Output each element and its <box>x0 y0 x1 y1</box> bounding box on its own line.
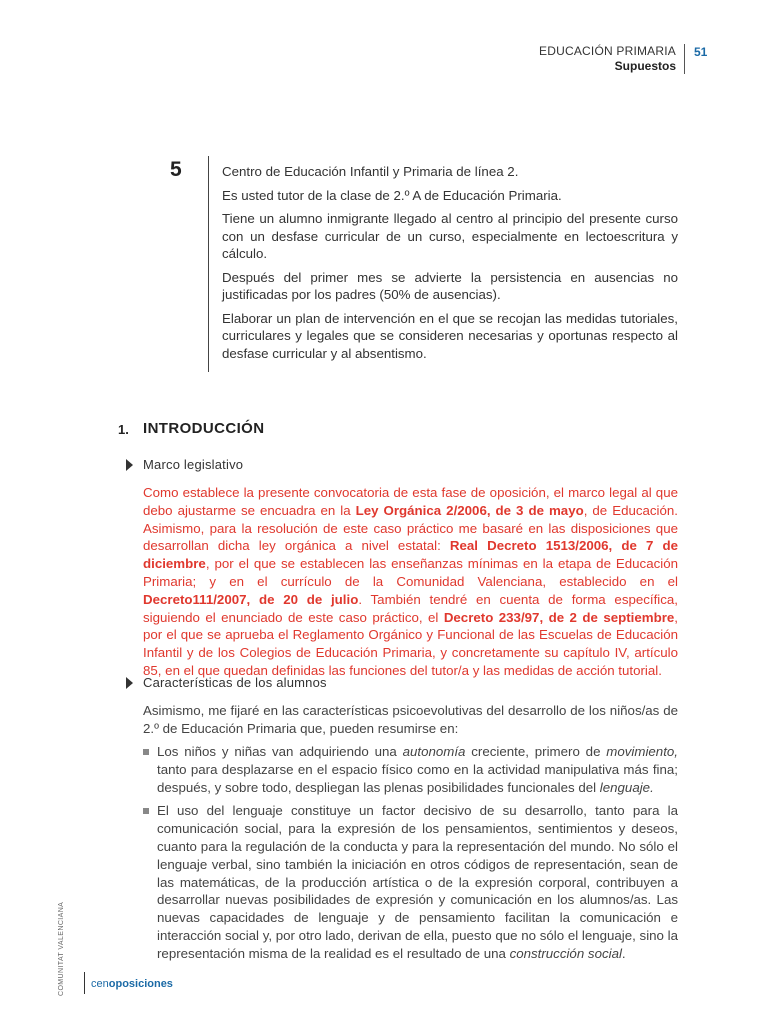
characteristics-list <box>143 743 678 969</box>
case-divider <box>208 156 209 372</box>
subsection-heading-caracteristicas <box>126 675 327 690</box>
square-bullet-icon <box>143 808 149 814</box>
subsection-title: Características de los alumnos <box>143 675 327 690</box>
legal-framework-paragraph <box>143 484 678 680</box>
italic-term: construcción social <box>509 945 622 961</box>
case-number: 5 <box>170 158 182 181</box>
case-paragraph: Elaborar un plan de intervención en el que se recojan las medidas tutoriales, curriculares y legales que se consideren necesarias y oportunas respecto al desfase curricular y al absentismo. <box>222 310 678 361</box>
law-reference: Decreto111/2007, de 20 de julio <box>143 591 359 607</box>
text-run: tanto para desplazarse en el espacio físico como en la actividad manipulativa más fina; después, y sobre todo, despliegan las plenas posibilidades funcionales del <box>157 761 678 795</box>
italic-term: movimiento, <box>606 744 678 759</box>
text-run: . También tendré en cuenta de forma específica, siguiendo el enunciado de este caso práctico, el <box>143 591 678 625</box>
case-statement <box>222 163 678 368</box>
case-paragraph: Tiene un alumno inmigrante llegado al centro al principio del presente curso con un desfase curricular de un curso, especialmente en lectoescritura y cálculo. <box>222 211 678 261</box>
running-header <box>520 44 676 74</box>
region-side-label: COMUNITAT VALENCIANA <box>58 901 65 996</box>
text-run: , de Educación. Asimismo, para la resolución de este caso práctico me basaré en las disposiciones que desarrollan dicha ley orgánica a nivel estatal: <box>143 502 678 554</box>
law-reference: Ley Orgánica 2/2006, de 3 de mayo <box>355 502 584 518</box>
logo-text: oposiciones <box>108 978 173 990</box>
text-run: , por el que se establecen las enseñanzas mínimas en la etapa de Educación Primaria; y en el currículo de la Comunidad Valenciana, establecido en el <box>143 556 678 589</box>
header-section: EDUCACIÓN PRIMARIA <box>539 44 676 58</box>
text-run: Como establece la presente convocatoria de esta fase de oposición, el marco legal al que debo ajustarme se encuadra en la <box>143 485 678 518</box>
page-number: 51 <box>694 45 708 59</box>
characteristics-intro: Asimismo, me fijaré en las características psicoevolutivas del desarrollo de los niños/as de 2.º de Educación Primaria que, pueden resumirse en: <box>143 703 678 736</box>
triangle-bullet-icon <box>126 677 133 689</box>
publisher-logo <box>91 978 173 990</box>
italic-term: autonomía <box>402 744 466 759</box>
case-paragraph: Es usted tutor de la clase de 2.º A de Educación Primaria. <box>222 187 562 203</box>
text-run: Los niños y niñas van adquiriendo una <box>157 744 403 759</box>
section-title: INTRODUCCIÓN <box>143 420 265 437</box>
triangle-bullet-icon <box>126 459 133 471</box>
text-run: , por el que se aprueba el Reglamento Orgánico y Funcional de las Escuelas de Educación Infantil y de los Colegios de Educación Primaria, y concretamente su capítulo IV, artículo 85, en el que quedan definidas las funciones del tutor/a y las medidas de acción tutorial. <box>143 609 678 678</box>
law-reference: Decreto 233/97, de 2 de septiembre <box>443 609 675 625</box>
list-item <box>143 743 678 796</box>
list-item <box>143 802 678 962</box>
case-paragraph: Centro de Educación Infantil y Primaria de línea 2. <box>222 164 519 179</box>
text-run: creciente, primero de <box>465 744 607 759</box>
italic-term: lenguaje. <box>599 779 654 795</box>
text-run: . <box>621 945 626 961</box>
header-divider <box>684 44 685 74</box>
header-subsection: Supuestos <box>614 59 676 73</box>
logo-text: cen <box>91 978 109 990</box>
text-run: El uso del lenguaje constituye un factor decisivo de su desarrollo, tanto para la comunicación social, para la expresión de los pensamientos, sentimientos y deseos, cuanto para la regulación de la conducta y para la representación del mundo. No sólo el lenguaje verbal, sino también la iniciación en otros códigos de representación, sean de las matemáticas, de la producción artística o de la expresión corporal, contribuyen a desarrollar nuevas posibilidades de expresión y comunicación en los alumnos/as. Las nuevas capacidades de lenguaje y de pensamiento facilitan la comunicación e interacción social y, por otro lado, derivan de ella, puesto que no sólo el lenguaje, sino la representación misma de la realidad es el resultado de una <box>157 803 678 961</box>
case-paragraph: Después del primer mes se advierte la persistencia en ausencias no justificadas por los padres (50% de ausencias). <box>222 269 678 302</box>
footer-divider <box>84 972 85 994</box>
subsection-heading-marco <box>126 457 243 472</box>
section-number: 1. <box>118 422 129 437</box>
subsection-title: Marco legislativo <box>143 457 244 472</box>
law-reference: Real Decreto 1513/2006, de 7 de diciembre <box>143 538 678 572</box>
square-bullet-icon <box>143 749 149 755</box>
